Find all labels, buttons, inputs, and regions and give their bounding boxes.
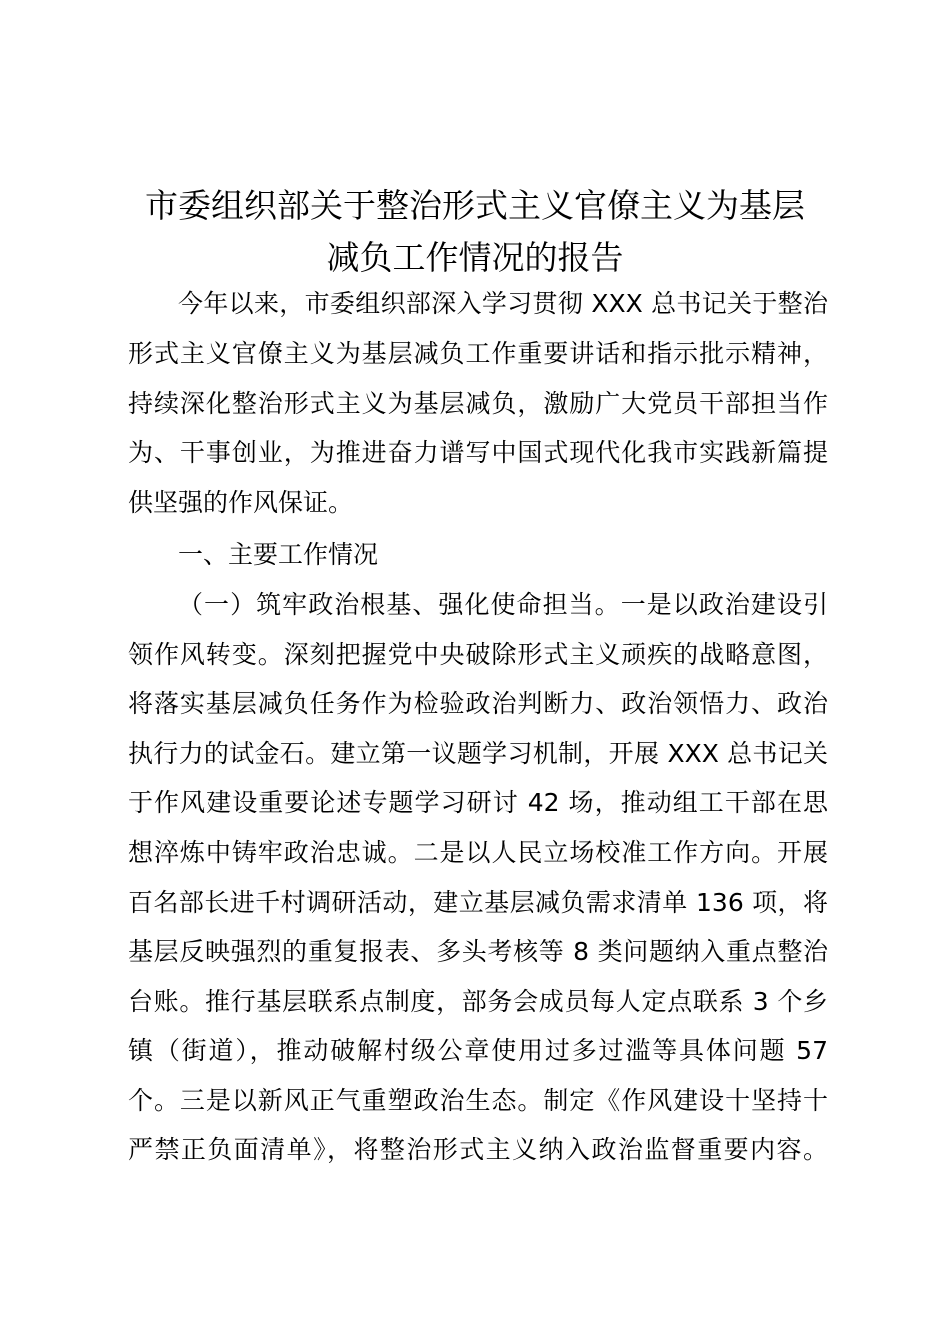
section-heading: 一、主要工作情况 — [178, 540, 379, 569]
body-line-14: 基层反映强烈的重复报表、多头考核等 8 类问题纳入重点整治 — [128, 937, 828, 966]
document-title-line-1: 市委组织部关于整治形式主义官僚主义为基层 — [145, 186, 805, 225]
body-line-8: 领作风转变。深刻把握党中央破除形式主义顽疾的战略意图， — [128, 640, 828, 669]
document-title-line-2: 减负工作情况的报告 — [326, 238, 624, 277]
body-line-12: 想淬炼中铸牢政治忠诚。二是以人民立场校准工作方向。开展 — [128, 838, 828, 867]
body-line-10: 执行力的试金石。建立第一议题学习机制，开展 XXX 总书记关 — [128, 739, 828, 768]
body-line-1: 今年以来，市委组织部深入学习贯彻 XXX 总书记关于整治 — [178, 289, 828, 318]
body-line-11: 于作风建设重要论述专题学习研讨 42 场，推动组工干部在思 — [128, 788, 828, 817]
body-line-3: 持续深化整治形式主义为基层减负，激励广大党员干部担当作 — [128, 389, 828, 418]
body-line-4: 为、干事创业，为推进奋力谱写中国式现代化我市实践新篇提 — [128, 438, 828, 467]
body-line-13: 百名部长进千村调研活动，建立基层减负需求清单 136 项，将 — [128, 888, 828, 917]
body-line-9: 将落实基层减负任务作为检验政治判断力、政治领悟力、政治 — [128, 689, 828, 718]
body-line-2: 形式主义官僚主义为基层减负工作重要讲话和指示批示精神， — [128, 339, 828, 368]
body-line-17: 个。三是以新风正气重塑政治生态。制定《作风建设十坚持十 — [128, 1086, 828, 1115]
body-line-7: （一）筑牢政治根基、强化使命担当。一是以政治建设引 — [178, 590, 828, 619]
body-line-15: 台账。推行基层联系点制度，部务会成员每人定点联系 3 个乡 — [128, 987, 828, 1016]
body-line-18: 严禁正负面清单》，将整治形式主义纳入政治监督重要内容。 — [128, 1135, 828, 1164]
body-line-16: 镇（街道），推动破解村级公章使用过多过滥等具体问题 57 — [128, 1036, 828, 1065]
body-line-5: 供坚强的作风保证。 — [128, 488, 354, 517]
